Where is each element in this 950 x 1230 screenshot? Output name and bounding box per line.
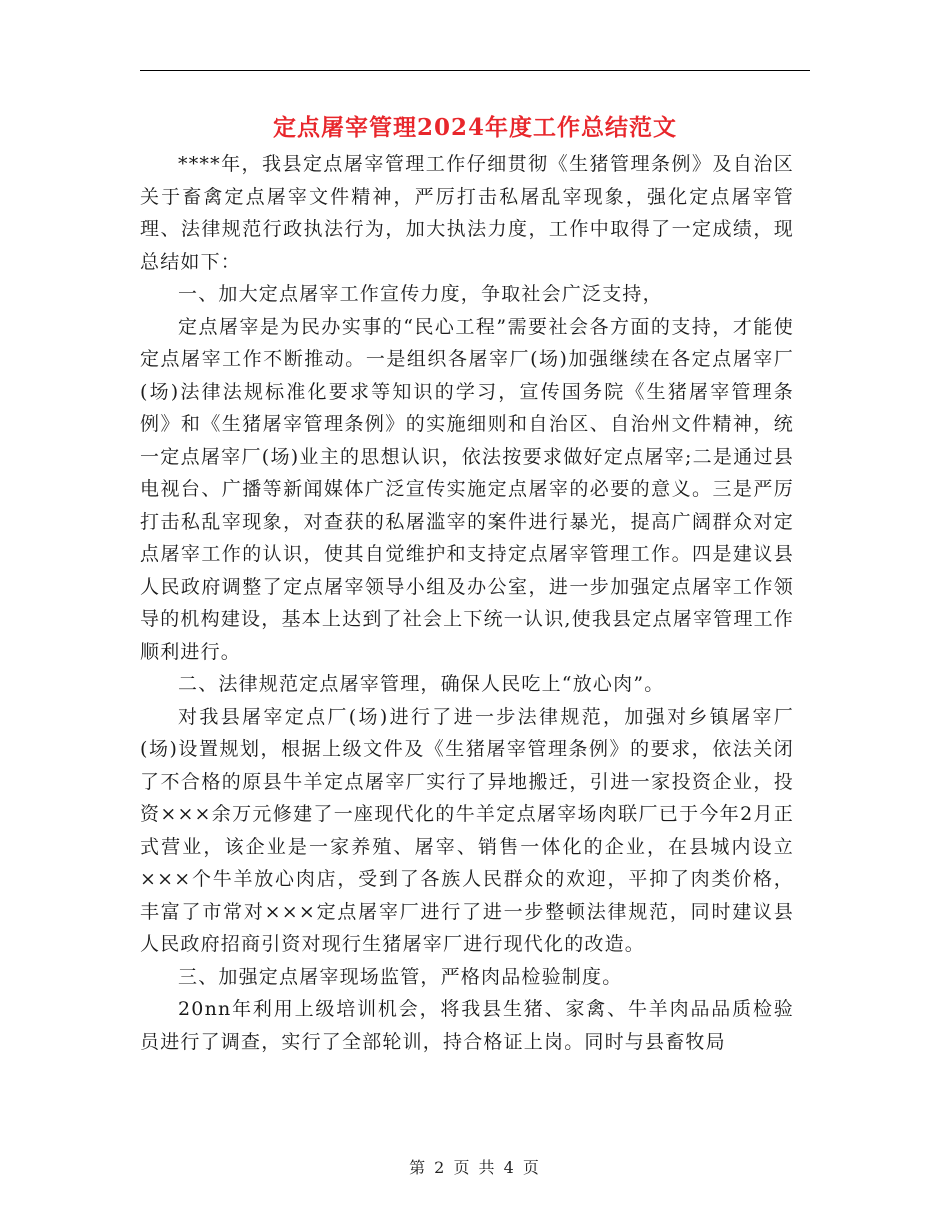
section-heading-1: 一、加大定点屠宰工作宣传力度，争取社会广泛支持， bbox=[178, 283, 663, 305]
paragraph-intro: ****年，我县定点屠宰管理工作仔细贯彻《生猪管理条例》及自治区关于畜禽定点屠宰文件精神，严厉打击私屠乱宰现象，强化定点屠宰管理、法律规范行政执法行为，加大执法力度，工作中取得了一定成绩，现总结如下： bbox=[140, 153, 794, 273]
document-body bbox=[140, 148, 794, 1058]
paragraph-section-1: 定点屠宰是为民办实事的“民心工程”需要社会各方面的支持，才能使定点屠宰工作不断推动。一是组织各屠宰厂(场)加强继续在各定点屠宰厂(场)法律法规标准化要求等知识的学习，宣传国务院《生猪屠宰管理条例》和《生猪屠宰管理条例》的实施细则和自治区、自治州文件精神，统一定点屠宰厂(场)业主的思想认识，依法按要求做好定点屠宰;二是通过县电视台、广播等新闻媒体广泛宣传实施定点屠宰的必要的意义。三是严厉打击私乱宰现象，对查获的私屠滥宰的案件进行暴光，提高广阔群众对定点屠宰工作的认识，使其自觉维护和支持定点屠宰管理工作。四是建议县人民政府调整了定点屠宰领导小组及办公室，进一步加强定点屠宰工作领导的机构建设，基本上达到了社会上下统一认识,使我县定点屠宰管理工作顺利进行。 bbox=[140, 315, 794, 663]
paragraph-section-2: 对我县屠宰定点厂(场)进行了进一步法律规范，加强对乡镇屠宰厂(场)设置规划，根据上级文件及《生猪屠宰管理条例》的要求，依法关闭了不合格的原县牛羊定点屠宰厂实行了异地搬迁，引进一家投资企业，投资×××余万元修建了一座现代化的牛羊定点屠宰场肉联厂已于今年2月正式营业，该企业是一家养殖、屠宰、销售一体化的企业，在县城内设立×××个牛羊放心肉店，受到了各族人民群众的欢迎，平抑了肉类价格，丰富了市常对×××定点屠宰厂进行了进一步整顿法律规范，同时建议县人民政府招商引资对现行生猪屠宰厂进行现代化的改造。 bbox=[140, 705, 794, 955]
header-rule bbox=[140, 70, 810, 71]
page-number: 第 2 页 共 4 页 bbox=[409, 1158, 541, 1177]
document-title: 定点屠宰管理2024年度工作总结范文 bbox=[272, 114, 677, 141]
paragraph-section-3: 20nn年利用上级培训机会，将我县生猪、家禽、牛羊肉品品质检验员进行了调查，实行了全部轮训，持合格证上岗。同时与县畜牧局 bbox=[140, 998, 794, 1053]
section-heading-3: 三、加强定点屠宰现场监管，严格肉品检验制度。 bbox=[178, 965, 623, 988]
section-heading-2: 二、法律规范定点屠宰管理，确保人民吃上“放心肉”。 bbox=[178, 673, 665, 695]
